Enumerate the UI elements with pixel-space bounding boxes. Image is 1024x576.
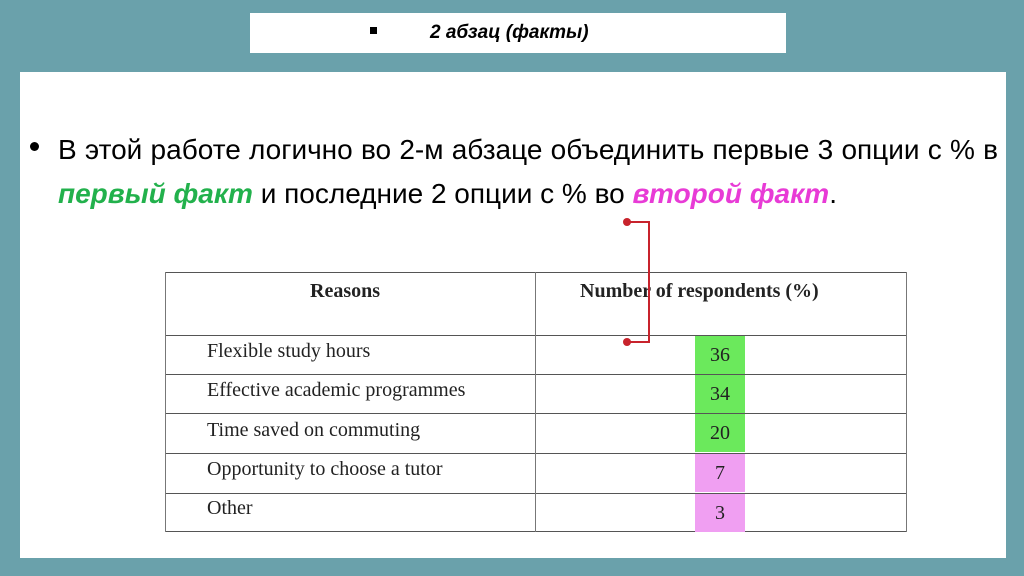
table-row-value: 20 xyxy=(695,414,745,452)
table-row-value: 7 xyxy=(695,454,745,492)
table-row-reason: Effective academic programmes xyxy=(207,379,466,401)
second-fact-highlight: второй факт xyxy=(632,178,830,209)
table-row-reason: Time saved on commuting xyxy=(207,419,421,441)
slide-content xyxy=(20,72,1006,558)
first-fact-highlight: первый факт xyxy=(58,178,253,209)
paragraph-text-2: и последние 2 опции с % во xyxy=(252,178,633,209)
paragraph-text-1: В этой работе логично во 2-м абзаце объединить первые 3 опции с % в xyxy=(58,134,998,165)
reasons-table xyxy=(165,272,907,532)
table-row-reason: Flexible study hours xyxy=(207,340,371,362)
slide-title-bar xyxy=(250,13,786,53)
header-reasons: Reasons xyxy=(310,280,381,302)
table-row-reason: Opportunity to choose a tutor xyxy=(207,458,443,480)
table-row-value: 36 xyxy=(695,336,745,374)
paragraph-text-3: . xyxy=(829,178,837,209)
table-row-value: 34 xyxy=(695,375,745,413)
bracket-icon xyxy=(615,214,660,349)
table-row-value: 3 xyxy=(695,494,745,532)
slide-title: 2 абзац (факты) xyxy=(430,22,589,43)
table-row-reason: Other xyxy=(207,497,253,519)
square-bullet-icon xyxy=(370,27,377,34)
bullet-icon xyxy=(30,142,39,151)
bullet-paragraph xyxy=(58,128,998,216)
header-respondents: Number of respondents (%) xyxy=(580,280,819,302)
